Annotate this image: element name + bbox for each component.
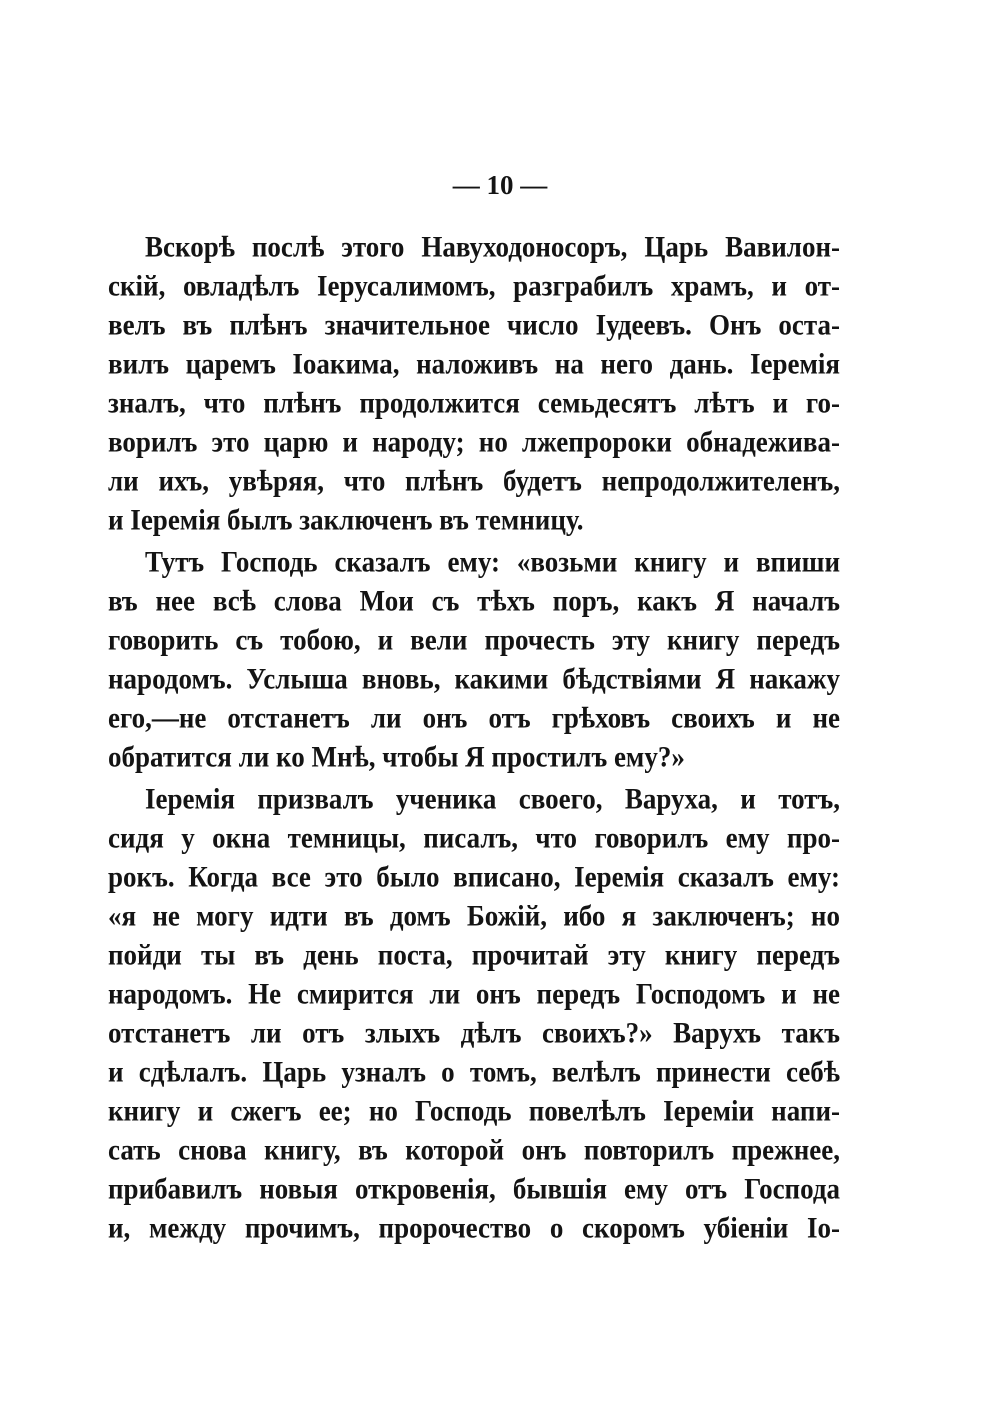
page-number: — 10 — — [452, 170, 548, 200]
text-line: сидя у окна темницы, писалъ, что говорилъ ему про- — [108, 821, 840, 855]
text-line: книгу и сжегъ ее; но Господь повелѣлъ Іереміи напи- — [108, 1094, 840, 1128]
text-line: ли ихъ, увѣряя, что плѣнъ будетъ непродолжителенъ, — [108, 464, 840, 498]
text-line: отстанетъ ли отъ злыхъ дѣлъ своихъ?» Варухъ такъ — [108, 1016, 840, 1050]
text-line: и, между прочимъ, пророчество о скоромъ убіеніи Іо- — [108, 1211, 840, 1245]
text-line: рокъ. Когда все это было вписано, Іеремія сказалъ ему: — [108, 860, 840, 894]
text-line: въ нее всѣ слова Мои съ тѣхъ поръ, какъ Я началъ — [108, 584, 840, 618]
text-line: скій, овладѣлъ Іерусалимомъ, разграбилъ храмъ, и от- — [108, 269, 840, 303]
text-line: Іеремія призвалъ ученика своего, Варуха, и тотъ, — [145, 782, 840, 816]
text-line: его,—не отстанетъ ли онъ отъ грѣховъ своихъ и не — [108, 701, 840, 735]
text-line: ворилъ это царю и народу; но лжепророки обнадежива- — [108, 425, 840, 459]
text-line: «я не могу идти въ домъ Божій, ибо я заключенъ; но — [108, 899, 840, 933]
text-line: сать снова книгу, въ которой онъ повторилъ прежнее, — [108, 1133, 840, 1167]
text-line: народомъ. Услыша вновь, какими бѣдствіями Я накажу — [108, 662, 840, 696]
body-text — [108, 228, 840, 1248]
text-line: прибавилъ новыя откровенія, бывшія ему отъ Господа — [108, 1172, 840, 1206]
text-line: народомъ. Не смирится ли онъ передъ Господомъ и не — [108, 977, 840, 1011]
text-line: велъ въ плѣнъ значительное число Іудеевъ. Онъ оста- — [108, 308, 840, 342]
text-line: обратится ли ко Мнѣ, чтобы Я простилъ ему?» — [108, 740, 685, 774]
text-line: Тутъ Господь сказалъ ему: «возьми книгу и впиши — [145, 545, 840, 579]
text-line: Вскорѣ послѣ этого Навуходоносоръ, Царь Вавилон- — [145, 230, 840, 264]
text-line: и Іеремія былъ заключенъ въ темницу. — [108, 503, 584, 537]
text-line: вилъ царемъ Іоакима, наложивъ на него дань. Іеремія — [108, 347, 840, 381]
text-line: и сдѣлалъ. Царь узналъ о томъ, велѣлъ принести себѣ — [108, 1055, 840, 1089]
text-line: зналъ, что плѣнъ продолжится семьдесятъ лѣтъ и го- — [108, 386, 840, 420]
text-line: пойди ты въ день поста, прочитай эту книгу передъ — [108, 938, 840, 972]
text-line: говорить съ тобою, и вели прочесть эту книгу передъ — [108, 623, 840, 657]
